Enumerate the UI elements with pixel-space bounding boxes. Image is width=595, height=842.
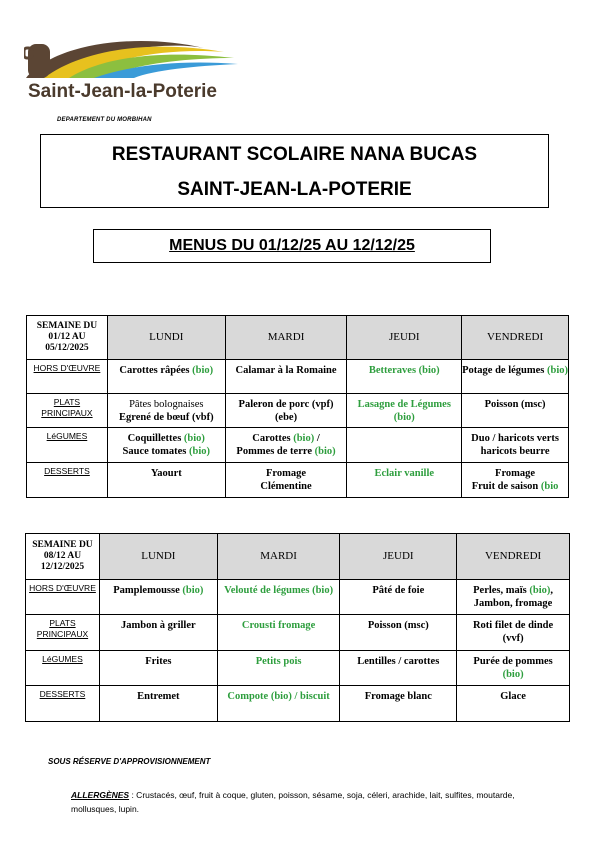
dish-text: Clémentine (260, 481, 312, 492)
menu-cell (225, 428, 347, 463)
dish-text: Paleron de porc (vpf) (238, 399, 334, 410)
menu-cell (217, 686, 340, 722)
organic-text: (bio) (547, 365, 568, 376)
dish-text: Perles, maïs (473, 585, 530, 596)
organic-text: (bio) (192, 365, 214, 376)
department-label: DEPARTEMENT DU MORBIHAN (57, 117, 152, 123)
menu-cell (99, 686, 217, 722)
dish-text: Jambon à griller (120, 620, 196, 631)
organic-text: Crousti fromage (241, 620, 316, 631)
dish-text: Entremet (137, 691, 180, 702)
organic-text: Petits pois (255, 656, 302, 667)
dish-text: Calamar à la Romaine (235, 365, 337, 376)
day-header: MARDI (217, 534, 340, 580)
commune-logo (24, 34, 239, 114)
menu-cell (225, 463, 347, 498)
category-text: PLATS PRINCIPAUX (36, 618, 89, 639)
allergens-note (71, 788, 531, 816)
organic-text: Compote (bio) / biscuit (227, 691, 330, 702)
category-text: HORS D'ŒUVRE (29, 583, 96, 593)
menu-cell (107, 360, 225, 394)
dish-text: (vvf) (502, 633, 524, 644)
dish-text: Coquillettes (127, 433, 184, 444)
dish-text: Frites (145, 656, 172, 667)
allergens-label: ALLERGÈNES (71, 790, 130, 800)
dish-text: Purée de pommes (473, 656, 553, 667)
organic-text: Velouté de légumes (bio) (224, 585, 334, 596)
menu-cell (225, 394, 347, 428)
dish-text: , (550, 585, 554, 596)
menu-cell (457, 615, 570, 651)
dish-text: Duo / haricots verts (471, 433, 559, 444)
dish-text: Pâté de foie (372, 585, 425, 596)
dish-text: Fromage (266, 468, 307, 479)
page-title-line1: RESTAURANT SCOLAIRE NANA BUCAS (111, 144, 478, 165)
menu-cell (462, 463, 569, 498)
day-header: VENDREDI (457, 534, 570, 580)
organic-text: Betteraves (bio) (368, 365, 440, 376)
page-title-line2: SAINT-JEAN-LA-POTERIE (177, 179, 412, 200)
dish-text: Pamplemousse (113, 585, 183, 596)
category-label (26, 686, 100, 722)
day-header: LUNDI (99, 534, 217, 580)
category-text: LéGUMES (42, 654, 83, 664)
dish-text: Fromage blanc (364, 691, 432, 702)
menu-cell (462, 394, 569, 428)
category-label (26, 580, 100, 615)
menu-cell (340, 580, 457, 615)
category-text: LéGUMES (46, 431, 88, 441)
dish-text: Carottes (252, 433, 294, 444)
organic-text: Eclair vanille (374, 468, 435, 479)
dish-text: Egrené de bœuf (vbf) (118, 412, 214, 423)
dish-text: (ebe) (274, 412, 298, 423)
day-header: MARDI (225, 316, 347, 360)
menu-cell (347, 428, 462, 463)
menu-cell (347, 463, 462, 498)
organic-text: (bio) (183, 433, 205, 444)
dish-text: Fruit de saison (471, 481, 541, 492)
category-label (26, 615, 100, 651)
menu-cell (99, 651, 217, 686)
category-label (27, 394, 108, 428)
organic-text: (bio) (189, 446, 211, 457)
category-text: PLATS PRINCIPAUX (41, 397, 93, 418)
category-text: DESSERTS (44, 466, 90, 476)
week-label: SEMAINE DU 08/12 AU 12/12/2025 (26, 534, 100, 580)
category-label (27, 428, 108, 463)
menu-cell (340, 651, 457, 686)
menu-cell (462, 428, 569, 463)
menu-table-week-2 (25, 533, 570, 722)
supply-disclaimer: SOUS RÉSERVE D'APPROVISIONNEMENT (48, 757, 211, 766)
category-label (27, 463, 108, 498)
dish-text: Pommes de terre (236, 446, 315, 457)
menu-cell (225, 360, 347, 394)
organic-text: Lasagne de Légumes (bio) (357, 399, 451, 423)
dish-text: Jambon, fromage (473, 598, 553, 609)
day-header: JEUDI (347, 316, 462, 360)
dish-text: Lentilles / carottes (357, 656, 440, 667)
logo-text: Saint-Jean-la-Poterie (28, 81, 217, 102)
menu-cell (340, 686, 457, 722)
day-header: JEUDI (340, 534, 457, 580)
dish-text: Sauce tomates (122, 446, 190, 457)
menus-period-box (93, 229, 491, 263)
menu-cell (457, 686, 570, 722)
dish-text: / (314, 433, 320, 444)
menu-cell (217, 615, 340, 651)
menu-cell (107, 463, 225, 498)
category-label (26, 651, 100, 686)
dish-text: Glace (500, 691, 526, 702)
day-header: LUNDI (107, 316, 225, 360)
organic-text: (bio) (529, 585, 551, 596)
dish-text: Poisson (msc) (367, 620, 429, 631)
allergens-list: : Crustacés, œuf, fruit à coque, gluten, poisson, sésame, soja, céleri, arachide, lait, sulfites, moutarde, mollusques, lupin. (71, 790, 515, 814)
menu-cell (457, 580, 570, 615)
title-box (40, 134, 549, 208)
dish-text: Yaourt (150, 468, 182, 479)
menus-period: MENUS DU 01/12/25 AU 12/12/25 (169, 237, 415, 254)
dish-text: Poisson (msc) (484, 399, 546, 410)
dish-text: Carottes râpées (119, 365, 193, 376)
day-header: VENDREDI (462, 316, 569, 360)
menu-cell (347, 394, 462, 428)
menu-cell (217, 651, 340, 686)
dish-text: Potage de légumes (462, 365, 547, 376)
week-label: SEMAINE DU 01/12 AU 05/12/2025 (27, 316, 108, 360)
organic-text: (bio (540, 481, 559, 492)
category-text: HORS D'ŒUVRE (33, 363, 101, 373)
menu-cell (107, 394, 225, 428)
menu-cell (340, 615, 457, 651)
organic-text: (bio) (182, 585, 204, 596)
organic-text: (bio) (502, 669, 524, 680)
dish-text: Fromage (495, 468, 536, 479)
menu-cell (347, 360, 462, 394)
menu-cell (107, 428, 225, 463)
category-text: DESSERTS (39, 689, 86, 699)
menu-cell (99, 580, 217, 615)
dish-text: Roti filet de dinde (472, 620, 554, 631)
organic-text: (bio) (314, 446, 336, 457)
logo-swoosh-graphic (24, 34, 239, 84)
menu-cell (99, 615, 217, 651)
menu-cell (457, 651, 570, 686)
menu-cell (217, 580, 340, 615)
category-label (27, 360, 108, 394)
dish-text: Pâtes bolognaises (129, 399, 204, 410)
organic-text: (bio) (293, 433, 315, 444)
dish-text: haricots beurre (480, 446, 550, 457)
menu-cell (462, 360, 569, 394)
menu-table-week-1 (26, 315, 569, 498)
